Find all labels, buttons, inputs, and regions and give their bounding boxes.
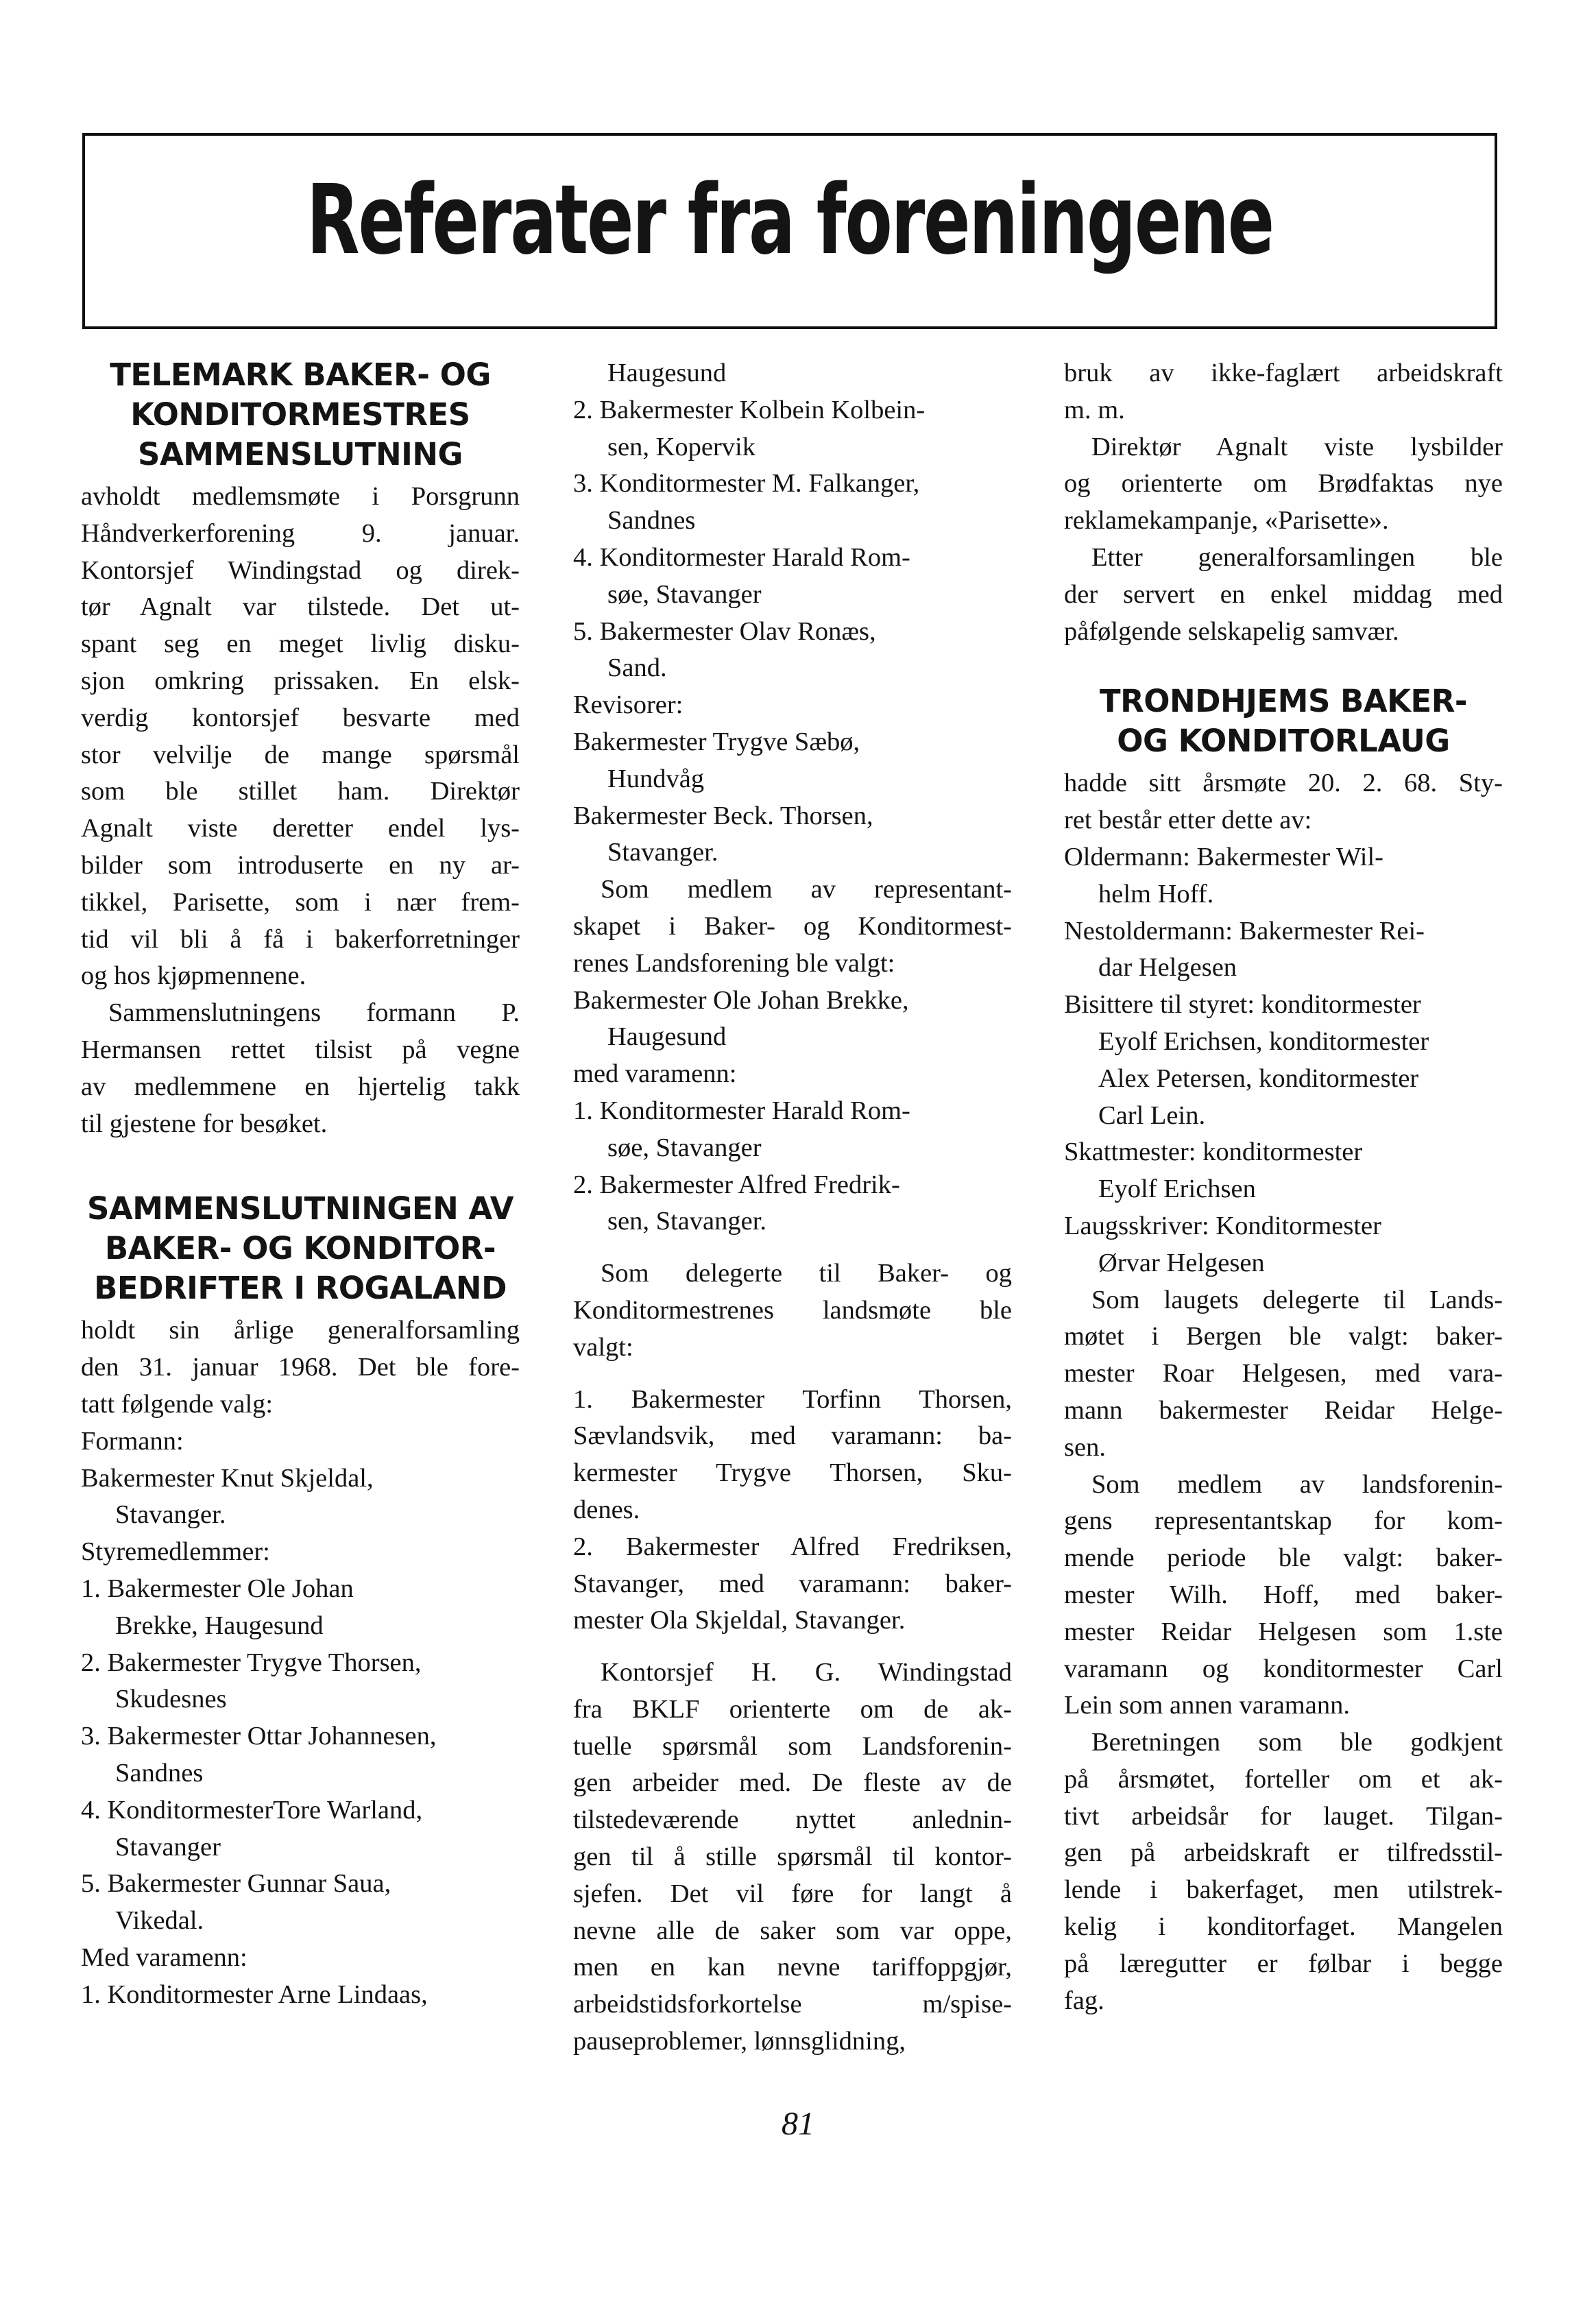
text-line: der servert en enkel middag med: [1064, 579, 1503, 609]
text-line: bruk av ikke-faglært arbeidskraft: [1064, 359, 1503, 387]
text-line: sen, Stavanger.: [607, 1207, 767, 1236]
text-line: som ble stillet ham. Direktør: [81, 777, 520, 806]
laug-role: [1064, 1134, 1503, 1208]
column-2: [573, 355, 1012, 2060]
text-line: denes.: [573, 1495, 640, 1524]
text-line: Bakermester Knut Skjeldal,: [81, 1463, 374, 1493]
page-title: Referater fra foreningene: [306, 165, 1273, 276]
styre-member: [81, 1645, 520, 1719]
text-line: mester Wilh. Hoff, med baker-: [1064, 1580, 1503, 1609]
text-line: dar Helgesen: [1098, 953, 1237, 983]
text-line: spant seg en meget livlig disku-: [81, 629, 520, 659]
text-line: fra BKLF orienterte om de ak-: [573, 1694, 1012, 1724]
text-line: 5. Bakermester Gunnar Saua,: [81, 1869, 391, 1899]
text-line: Nestoldermann: Bakermester Rei-: [1064, 916, 1425, 946]
text-line: sen, Kopervik: [607, 432, 755, 461]
text-line: gen til å stille spørsmål til kontor-: [573, 1842, 1012, 1872]
text-line: 1. Konditormester Arne Lindaas,: [81, 1979, 428, 2009]
text-line: sen.: [1064, 1432, 1106, 1462]
text-line: mester Ola Skjeldal, Stavanger.: [573, 1606, 906, 1635]
text-line: mester Reidar Helgesen som 1.ste: [1064, 1617, 1503, 1646]
vara-member: [573, 540, 1012, 614]
text-line: Kontorsjef H. G. Windingstad: [601, 1658, 1012, 1687]
revisor: [573, 798, 1012, 872]
text-line: 1. Bakermester Torfinn Thorsen,: [573, 1384, 1012, 1414]
text-line: til gjestene for besøket.: [81, 1109, 328, 1138]
text-line: sjefen. Det vil føre for langt å: [573, 1879, 1012, 1908]
text-line: søe, Stavanger: [607, 1133, 762, 1162]
text-line: kelig i konditorfaget. Mangelen: [1064, 1912, 1503, 1942]
text-line: Beretningen som ble godkjent: [1091, 1728, 1503, 1757]
laug-role: [1064, 987, 1503, 1134]
text-line: Konditormestrenes landsmøte ble: [573, 1295, 1012, 1325]
rogaland-intro: [81, 1312, 520, 1423]
text-line: Laugsskriver: Konditormester: [1064, 1211, 1381, 1240]
text-line: stor velvilje de mange spørsmål: [81, 740, 520, 769]
delegerte-para: [573, 1255, 1012, 1366]
text-line: 3. Konditormester M. Falkanger,: [573, 469, 920, 498]
text-line: valgt:: [573, 1332, 633, 1362]
text-line: Eyolf Erichsen: [1098, 1175, 1256, 1204]
text-line: men en kan nevne tariffoppgjør,: [573, 1953, 1012, 1982]
text-line: Skattmester: konditormester: [1064, 1138, 1363, 1167]
text-line: 2. Bakermester Alfred Fredriksen,: [573, 1532, 1012, 1561]
heading-line: TRONDHJEMS BAKER-: [1099, 683, 1468, 720]
heading-line: SAMMENSLUTNINGEN AV: [86, 1190, 514, 1227]
text-line: på årsmøtet, forteller om et ak-: [1064, 1764, 1503, 1794]
text-line: skapet i Baker- og Konditormest-: [573, 911, 1012, 941]
agnalt-para: [1064, 429, 1503, 540]
telemark-heading: [81, 355, 520, 474]
styre-member: [81, 1792, 520, 1866]
styre-member: [81, 1718, 520, 1792]
text-line: gen på arbeidskraft er tilfredsstil-: [1064, 1838, 1503, 1868]
text-line: lende i bakerfaget, men utilstrek-: [1064, 1875, 1503, 1905]
heading-line: BAKER- OG KONDITOR-: [104, 1230, 496, 1267]
text-line: hadde sitt årsmøte 20. 2. 68. Sty-: [1064, 769, 1503, 798]
text-line: ret består etter dette av:: [1064, 806, 1312, 835]
text-line: Hundvåg: [607, 764, 705, 793]
text-line: Håndverkerforening 9. januar.: [81, 518, 520, 548]
text-line: reklamekampanje, «Parisette».: [1064, 506, 1389, 535]
text-line: 4. Konditormester Harald Rom-: [573, 542, 910, 572]
text-line: tivt arbeidsår for lauget. Tilgan-: [1064, 1801, 1503, 1831]
text-line: Oldermann: Bakermester Wil-: [1064, 842, 1384, 871]
text-line: Sævlandsvik, med varamann: ba-: [573, 1421, 1012, 1451]
heading-line: BEDRIFTER I ROGALAND: [94, 1270, 507, 1307]
text-line: Stavanger.: [115, 1500, 226, 1530]
text-line: 2. Bakermester Alfred Fredrik-: [573, 1170, 900, 1199]
laug-role: [1064, 913, 1503, 987]
text-line: varamann og konditormester Carl: [1064, 1654, 1503, 1683]
text-line: Styremedlemmer:: [81, 1537, 270, 1567]
styre-member: [81, 1866, 520, 1940]
text-line: den 31. januar 1968. Det ble fore-: [81, 1353, 520, 1382]
text-line: tilstedeværende nyttet anlednin-: [573, 1805, 1012, 1835]
text-line: og orienterte om Brødfaktas nye: [1064, 469, 1503, 498]
representant-name: [573, 983, 1012, 1057]
text-line: 4. KonditormesterTore Warland,: [81, 1795, 423, 1825]
vara-member: [573, 614, 1012, 688]
text-line: Stavanger: [115, 1832, 221, 1862]
vara-member: [81, 1977, 520, 2014]
text-line: Direktør Agnalt viste lysbilder: [1091, 432, 1503, 461]
column-1: [81, 355, 520, 2013]
text-line: Bisittere til styret: konditormester: [1064, 990, 1421, 1020]
text-line: holdt sin årlige generalforsamling: [81, 1316, 520, 1345]
text-line: tatt følgende valg:: [81, 1389, 274, 1419]
formann-label: [81, 1423, 520, 1460]
rep-vara-member: [573, 1093, 1012, 1167]
laug-beretning-para: [1064, 1724, 1503, 2019]
text-line: 1. Konditormester Harald Rom-: [573, 1096, 910, 1125]
delegert-1: [573, 1382, 1012, 1529]
text-line: tikkel, Parisette, som i nær frem-: [81, 887, 520, 917]
text-line: Sandnes: [115, 1758, 204, 1788]
text-line: mester Roar Helgesen, med vara-: [1064, 1359, 1503, 1388]
text-line: Hermansen rettet tilsist på vegne: [81, 1035, 520, 1064]
text-line: helm Hoff.: [1098, 879, 1214, 908]
text-line: renes Landsforening ble valgt:: [573, 948, 895, 978]
text-line: Stavanger, med varamann: baker-: [573, 1569, 1012, 1598]
text-line: Med varamenn:: [81, 1942, 247, 1972]
text-line: Brekke, Haugesund: [115, 1611, 324, 1640]
text-line: Haugesund: [607, 359, 727, 387]
etter-para: [1064, 540, 1503, 650]
text-line: sjon omkring prissaken. En elsk-: [81, 666, 520, 695]
text-line: Haugesund: [607, 1022, 727, 1052]
text-line: mann bakermester Reidar Helge-: [1064, 1395, 1503, 1425]
text-line: påfølgende selskapelig samvær.: [1064, 616, 1399, 646]
text-line: Bakermester Trygve Sæbø,: [573, 727, 860, 756]
heading-line: OG KONDITORLAUG: [1117, 723, 1450, 760]
text-line: Bakermester Beck. Thorsen,: [573, 801, 873, 830]
trondhjem-intro: [1064, 765, 1503, 839]
page-number: 81: [782, 2106, 814, 2142]
text-line: Alex Petersen, konditormester: [1098, 1063, 1419, 1093]
text-line: pauseproblemer, lønnsglidning,: [573, 2027, 906, 2056]
vara-member: [573, 466, 1012, 540]
text-line: arbeidstidsforkortelse m/spise-: [573, 1990, 1012, 2019]
continued-text: [1064, 355, 1503, 429]
text-line: gens representantskap for kom-: [1064, 1506, 1503, 1536]
text-line: Sammenslutningens formann P.: [108, 998, 520, 1028]
text-line: Som laugets delegerte til Lands-: [1091, 1285, 1503, 1314]
heading-line: KONDITORMESTRES: [130, 396, 470, 433]
heading-line: SAMMENSLUTNING: [138, 436, 463, 472]
text-line: 2. Bakermester Trygve Thorsen,: [81, 1648, 422, 1677]
text-line: Skudesnes: [115, 1685, 227, 1714]
text-line: tuelle spørsmål som Landsforenin-: [573, 1731, 1012, 1761]
text-line: nevne alle de saker som var oppe,: [573, 1916, 1012, 1945]
text-line: fag.: [1064, 1986, 1104, 2015]
rogaland-heading: [81, 1189, 520, 1308]
text-line: gen arbeider med. De fleste av de: [573, 1768, 1012, 1798]
text-line: med varamenn:: [573, 1059, 737, 1089]
text-line: verdig kontorsjef besvarte med: [81, 703, 520, 732]
text-line: mende periode ble valgt: baker-: [1064, 1543, 1503, 1573]
styre-member: [81, 1571, 520, 1645]
kontorsjef-para: [573, 1654, 1012, 2060]
text-line: kermester Trygve Thorsen, Sku-: [573, 1458, 1012, 1488]
text-line: Stavanger.: [607, 838, 718, 867]
text-line: Revisorer:: [573, 690, 684, 720]
vara-label: [81, 1940, 520, 1977]
text-line: 1. Bakermester Ole Johan: [81, 1574, 354, 1603]
laug-role: [1064, 839, 1503, 913]
vara-continuation: [573, 355, 1012, 392]
laug-delegert-para: [1064, 1282, 1503, 1467]
rep-vara-member: [573, 1167, 1012, 1241]
vara-member: [573, 392, 1012, 466]
heading-line: TELEMARK BAKER- OG: [110, 357, 491, 393]
text-line: Som delegerte til Baker- og: [601, 1259, 1012, 1288]
text-line: søe, Stavanger: [607, 579, 762, 609]
rep-vara-label: [573, 1056, 1012, 1093]
text-line: m. m.: [1064, 395, 1125, 424]
text-line: på læregutter er følbar i begge: [1064, 1949, 1503, 1978]
text-line: avholdt medlemsmøte i Porsgrunn: [81, 482, 520, 511]
title-frame: [82, 133, 1497, 329]
telemark-closing: [81, 995, 520, 1142]
delegert-2: [573, 1529, 1012, 1639]
text-line: møtet i Bergen ble valgt: baker-: [1064, 1322, 1503, 1351]
text-line: Etter generalforsamlingen ble: [1091, 542, 1503, 572]
text-line: Sand.: [607, 653, 667, 683]
representant-para: [573, 871, 1012, 982]
text-line: Vikedal.: [115, 1906, 204, 1936]
styre-label: [81, 1534, 520, 1571]
revisorer-label: [573, 687, 1012, 724]
telemark-report: [81, 479, 520, 995]
text-line: 5. Bakermester Olav Ronæs,: [573, 616, 876, 646]
revisor: [573, 724, 1012, 798]
text-line: Bakermester Ole Johan Brekke,: [573, 985, 909, 1015]
text-line: Som medlem av landsforenin-: [1091, 1469, 1503, 1499]
text-line: Som medlem av representant-: [601, 875, 1012, 904]
text-line: Lein som annen varamann.: [1064, 1691, 1350, 1720]
text-line: 3. Bakermester Ottar Johannesen,: [81, 1722, 437, 1751]
trondhjem-heading: [1064, 682, 1503, 761]
text-line: og hos kjøpmennene.: [81, 961, 306, 991]
text-line: Agnalt viste deretter endel lys-: [81, 814, 520, 843]
laug-role: [1064, 1208, 1503, 1282]
text-line: Sandnes: [607, 506, 696, 535]
formann-entry: [81, 1460, 520, 1534]
text-line: Kontorsjef Windingstad og direk-: [81, 555, 520, 585]
text-line: av medlemmene en hjertelig takk: [81, 1072, 520, 1101]
text-line: Formann:: [81, 1426, 184, 1456]
text-line: tid vil bli å få i bakerforretninger: [81, 924, 520, 954]
laug-rep-para: [1064, 1467, 1503, 1725]
text-line: 2. Bakermester Kolbein Kolbein-: [573, 395, 926, 424]
column-3: [1064, 355, 1503, 2019]
text-line: Eyolf Erichsen, konditormester: [1098, 1026, 1429, 1056]
text-line: Carl Lein.: [1098, 1100, 1206, 1130]
text-line: tør Agnalt var tilstede. Det ut-: [81, 592, 520, 622]
text-line: bilder som introduserte en ny ar-: [81, 850, 520, 880]
text-line: Ørvar Helgesen: [1098, 1248, 1265, 1277]
